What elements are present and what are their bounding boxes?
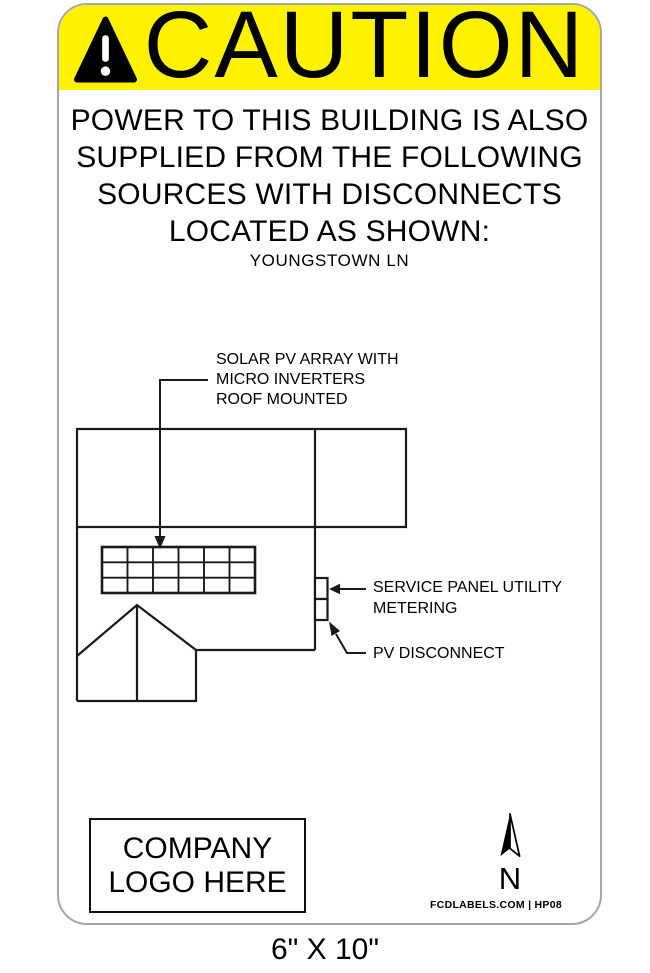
- solar-arrowhead: [155, 536, 166, 549]
- solar-array-label-line: SOLAR PV ARRAY WITH: [216, 351, 399, 368]
- company-logo-placeholder: [89, 818, 306, 913]
- size-caption: 6" X 10": [270, 933, 380, 966]
- service-panel-label-line: METERING: [373, 599, 458, 617]
- pv-disconnect-leader-line: [336, 634, 366, 653]
- vendor-credit: FCDLABELS.COM | HP08: [429, 899, 562, 911]
- north-arrow-icon: [496, 812, 524, 860]
- pv-disconnect-label: PV DISCONNECT: [373, 645, 505, 662]
- caution-header: [59, 3, 600, 98]
- message-block: [59, 102, 600, 250]
- pv-disconnect-arrowhead: [329, 622, 340, 637]
- service-arrowhead: [329, 584, 340, 594]
- solar-array-label: [216, 350, 399, 410]
- message-line: SOURCES WITH DISCONNECTS: [97, 178, 562, 211]
- service-panel-label: [373, 578, 562, 619]
- north-letter: N: [498, 861, 522, 896]
- caution-title: CAUTION: [143, 3, 586, 98]
- company-logo-line: COMPANY: [122, 831, 273, 865]
- solar-leader-line: [160, 380, 208, 539]
- warning-triangle-icon: [74, 15, 137, 84]
- caution-label: [57, 3, 602, 925]
- building-top-band: [77, 429, 406, 527]
- service-panel-label-line: SERVICE PANEL UTILITY: [373, 579, 563, 596]
- company-logo-line: LOGO HERE: [108, 865, 287, 899]
- pv-array-grid: [102, 547, 255, 593]
- message-line: LOCATED AS SHOWN:: [168, 215, 491, 248]
- roof-gable: [77, 605, 196, 656]
- message-line: SUPPLIED FROM THE FOLLOWING: [76, 141, 583, 174]
- street-address: YOUNGSTOWN LN: [249, 251, 410, 270]
- solar-array-label-line: MICRO INVERTERS: [216, 371, 366, 388]
- solar-array-label-line: ROOF MOUNTED: [216, 391, 348, 408]
- service-panel-box: [315, 578, 328, 599]
- pv-disconnect-box: [315, 599, 328, 620]
- building-bottom-walls: [77, 650, 315, 701]
- message-line: POWER TO THIS BUILDING IS ALSO: [70, 104, 589, 137]
